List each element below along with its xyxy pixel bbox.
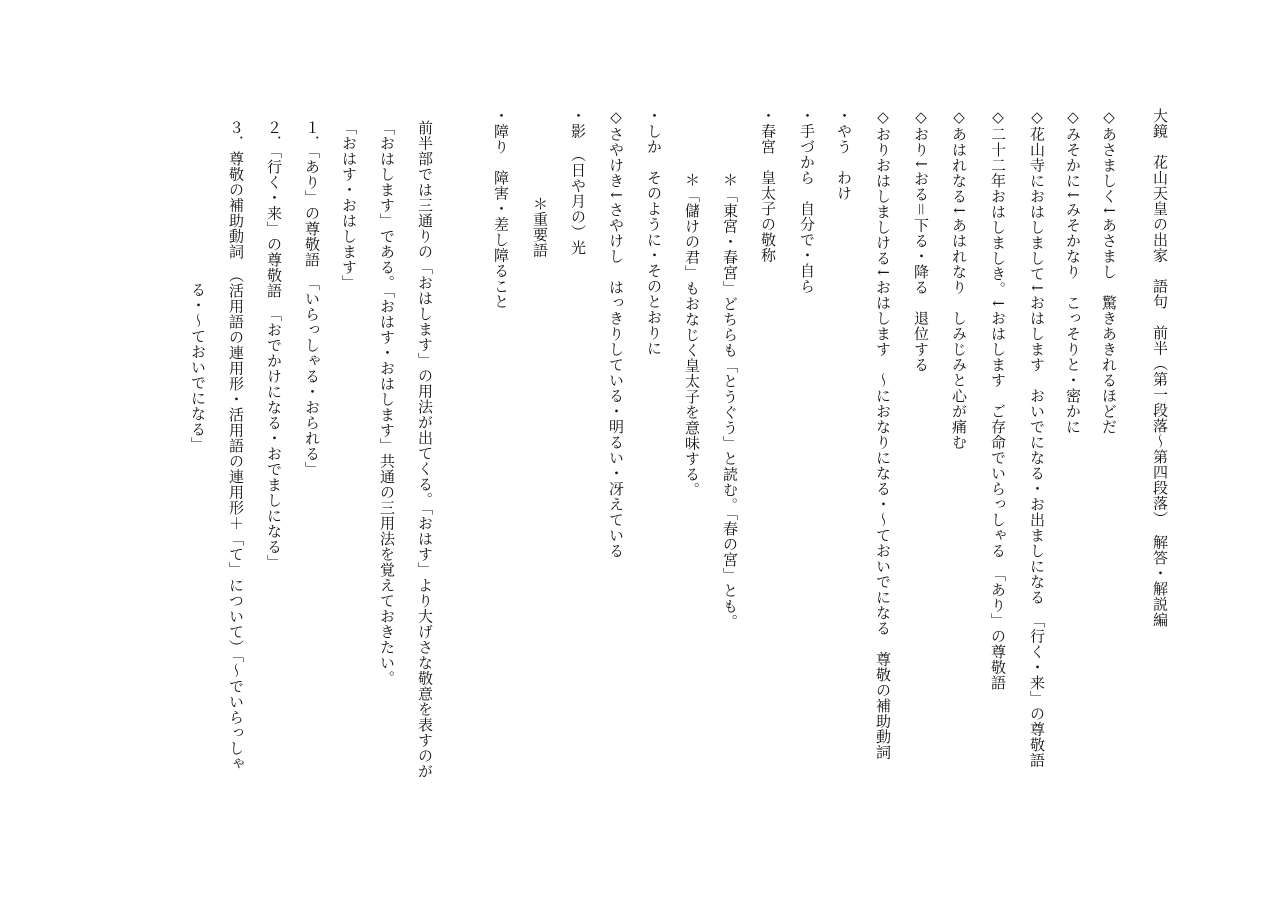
vocab-line-you: ・やう わけ [835, 108, 853, 201]
usage-item-1: １．「あり」の尊敬語 「いらっしゃる・おられる」 [303, 120, 321, 477]
explanation-line-1: 前半部では三通りの「おはします」の用法が出てくる。「おはす」より大げさな敬意を表すのが [416, 120, 434, 779]
vocab-line-misoka: ◇みそかに↓みそかなり こっそりと・密かに [1064, 108, 1082, 435]
usage-item-2: ２．「行く・来」の尊敬語 「おでかけになる・おでましになる」 [265, 120, 283, 570]
document-title: 大鏡 花山天皇の出家 語句 前半（第一段落〜第四段落） 解答・解説編 [1151, 108, 1169, 628]
usage-item-3-continued: る・〜ておいでになる」 [189, 282, 207, 453]
usage-heading: 「おはす・おはします」 [340, 120, 358, 291]
vocab-line-hanayamadera: ◇花山寺におはしまして↓おはします おいでになる・お出ましになる 「行く・来」の尊敬語 [1028, 108, 1046, 768]
note-line-important-word: ＊重要語 [531, 196, 549, 258]
vocab-line-ori-ohashimashikeru: ◇おりおはしましける↓おはします 〜におなりになる・〜ておいでになる 尊敬の補助動詞 [874, 108, 892, 760]
vocab-line-sayakeshi: ◇さやけき↓さやけし はっきりしている・明るい・冴えている [607, 108, 625, 559]
vocab-line-oru: ◇おり↓おる＝下る・降る 退位する [912, 108, 930, 373]
explanation-line-2: 「おはします」である。「おはす・おはします」共通の三用法を覚えておきたい。 [378, 120, 396, 686]
note-line-moukenokimi: ＊「儲けの君」もおなじく皇太子を意味する。 [683, 172, 701, 498]
vocab-line-asamashi: ◇あさましく↓あさまし 驚きあきれるほどだ [1100, 108, 1118, 435]
vocab-line-kage: ・影 （日や月の）光 [569, 108, 587, 256]
vocab-line-shika: ・しか そのように・そのとおりに [645, 108, 663, 356]
vocab-line-tedukara: ・手づから 自分で・自ら [798, 108, 816, 294]
vocab-line-tougu: ・春宮 皇太子の敬称 [759, 108, 777, 263]
vocab-line-nijuninen: ◇二十二年おはしましき。↓おはします ご存命でいらっしゃる 「あり」の尊敬語 [989, 108, 1007, 691]
note-line-tougu-reading: ＊「東宮・春宮」どちらも「とうぐう」と読む。「春の宮」とも。 [721, 172, 739, 630]
vocab-line-aharenari: ◇あはれなる↓あはれなり しみじみと心が痛む [950, 108, 968, 450]
vocab-line-sawari: ・障り 障害・差し障ること [492, 108, 510, 310]
usage-item-3: ３．尊敬の補助動詞 （活用語の連用形・活用語の連用形＋「て」について）「〜でいらっしゃ [227, 120, 245, 772]
